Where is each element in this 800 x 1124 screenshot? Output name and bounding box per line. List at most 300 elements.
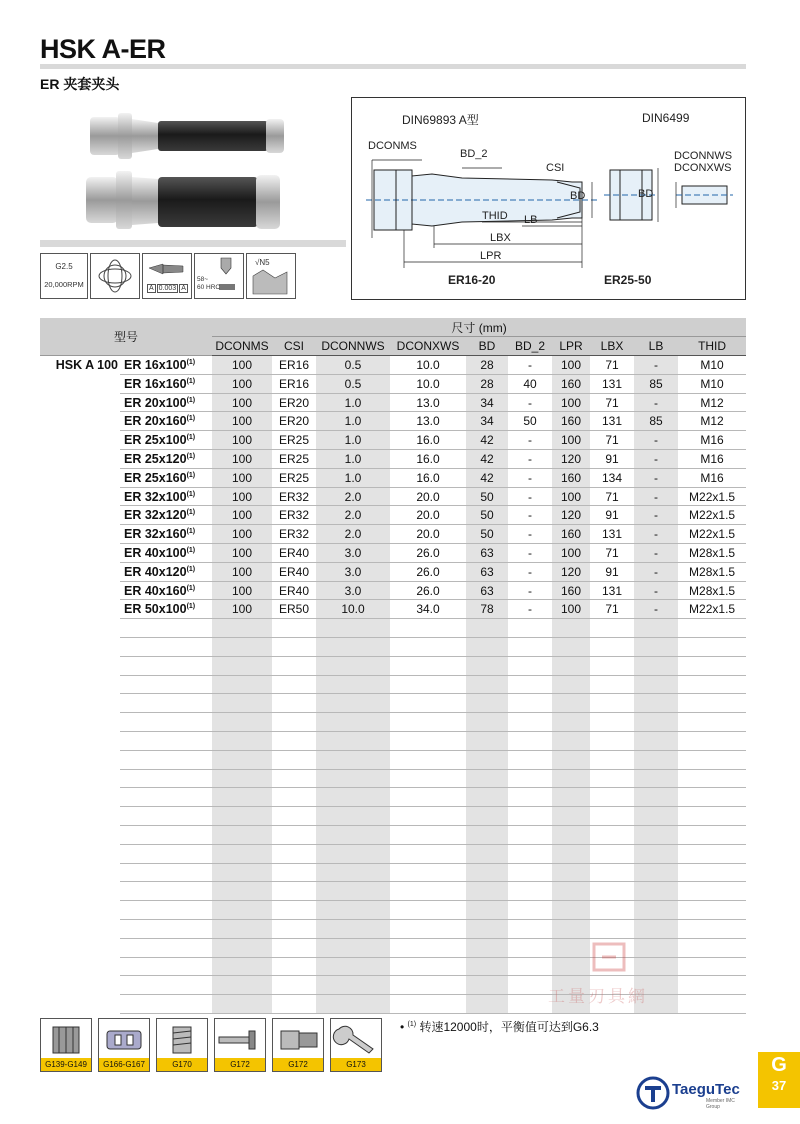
empty-cell [390, 920, 466, 939]
cell-bd-2: - [508, 487, 552, 506]
caption-er25-50: ER25-50 [604, 273, 652, 287]
type-note: (1) [186, 415, 196, 423]
type-note: (1) [186, 509, 196, 517]
cell-dconnws: 1.0 [316, 468, 390, 487]
family-cell [40, 694, 120, 713]
empty-cell [466, 957, 508, 976]
page-subtitle: ER 夹套夹头 [40, 76, 120, 92]
empty-cell [390, 732, 466, 751]
cell-bd: 42 [466, 450, 508, 469]
accessory-nut-adapter [272, 1018, 324, 1072]
cell-dconnws: 10.0 [316, 600, 390, 619]
empty-cell [590, 788, 634, 807]
accessory-collet [40, 1018, 92, 1072]
cell-lbx: 131 [590, 581, 634, 600]
empty-cell [508, 619, 552, 638]
cell-bd: 63 [466, 544, 508, 563]
surface-finish-value: N5 [259, 258, 270, 267]
type-note: (1) [186, 434, 196, 442]
empty-cell [508, 638, 552, 657]
empty-cell [316, 694, 390, 713]
cell-dconxws: 13.0 [390, 412, 466, 431]
empty-cell [590, 656, 634, 675]
cell-bd-2: - [508, 544, 552, 563]
empty-cell [634, 807, 678, 826]
empty-cell [508, 656, 552, 675]
footnote: • $^{(1)}$ 转速12000时，平衡值可达到G6.3 [400, 1020, 599, 1034]
empty-cell [508, 844, 552, 863]
family-cell [40, 995, 120, 1014]
family-cell [40, 675, 120, 694]
family-cell [40, 487, 120, 506]
empty-cell [212, 976, 272, 995]
hardness-top: 58~ [197, 276, 209, 283]
cell-dconnws: 2.0 [316, 525, 390, 544]
cell-dconxws: 13.0 [390, 393, 466, 412]
type-cell [120, 844, 212, 863]
dim-bd-right: BD [638, 188, 654, 200]
empty-cell [212, 675, 272, 694]
empty-cell [390, 882, 466, 901]
empty-cell [390, 976, 466, 995]
type-cell [120, 732, 212, 751]
empty-cell [316, 976, 390, 995]
empty-cell [466, 675, 508, 694]
empty-cell [634, 844, 678, 863]
empty-cell [272, 844, 316, 863]
family-cell [40, 619, 120, 638]
type-cell [120, 957, 212, 976]
torque-wrench-icon [215, 1019, 265, 1059]
empty-cell [678, 656, 746, 675]
empty-cell [590, 769, 634, 788]
type-note: (1) [186, 490, 196, 498]
empty-cell [678, 957, 746, 976]
empty-cell [678, 882, 746, 901]
family-cell [40, 468, 120, 487]
cell-thid: M16 [678, 431, 746, 450]
empty-cell [390, 807, 466, 826]
empty-cell [508, 826, 552, 845]
cell-lb: - [634, 600, 678, 619]
footnote-mark: (1) [407, 1021, 417, 1028]
empty-cell [508, 807, 552, 826]
family-cell [40, 600, 120, 619]
cell-dconxws: 16.0 [390, 431, 466, 450]
type-code: ER 25x120 [124, 451, 187, 466]
empty-cell [678, 619, 746, 638]
page-title: HSK A-ER [40, 34, 166, 64]
type-cell [120, 393, 212, 412]
cell-lb: - [634, 468, 678, 487]
accessory-page-ref: G170 [157, 1058, 207, 1071]
cell-bd: 28 [466, 356, 508, 375]
empty-cell [390, 638, 466, 657]
empty-cell [508, 675, 552, 694]
accessory-torque-wrench [214, 1018, 266, 1072]
cell-bd: 63 [466, 581, 508, 600]
empty-cell [272, 826, 316, 845]
empty-cell [590, 750, 634, 769]
empty-cell [212, 638, 272, 657]
type-cell [120, 976, 212, 995]
cell-csi: ER25 [272, 431, 316, 450]
cell-lb: 85 [634, 374, 678, 393]
empty-cell [552, 807, 590, 826]
empty-cell [316, 995, 390, 1014]
empty-cell [272, 920, 316, 939]
type-note: (1) [186, 584, 196, 592]
family-cell [40, 976, 120, 995]
empty-cell [272, 638, 316, 657]
type-note: (1) [186, 396, 196, 404]
empty-cell [272, 732, 316, 751]
empty-cell [390, 675, 466, 694]
empty-cell [678, 901, 746, 920]
cell-lbx: 91 [590, 506, 634, 525]
cell-csi: ER40 [272, 581, 316, 600]
empty-cell [212, 901, 272, 920]
cell-dconms: 100 [212, 356, 272, 375]
dims-header: 尺寸 (mm) [212, 318, 746, 337]
cell-csi: ER32 [272, 506, 316, 525]
empty-cell [466, 901, 508, 920]
cell-lpr: 100 [552, 487, 590, 506]
empty-cell [590, 694, 634, 713]
cell-lbx: 91 [590, 562, 634, 581]
family-cell [40, 431, 120, 450]
empty-cell [678, 694, 746, 713]
empty-cell [634, 656, 678, 675]
empty-cell [508, 694, 552, 713]
empty-cell [590, 675, 634, 694]
type-cell [120, 487, 212, 506]
cell-bd: 42 [466, 431, 508, 450]
empty-cell [634, 920, 678, 939]
empty-cell [316, 938, 390, 957]
rpm-label: 20,000RPM [44, 280, 84, 289]
family-cell [40, 713, 120, 732]
watermark-text: 工量刃具網 [548, 987, 648, 1006]
runout-ref-a: A [149, 285, 154, 292]
family-cell [40, 638, 120, 657]
empty-cell [466, 976, 508, 995]
empty-row [40, 675, 746, 694]
type-cell [120, 525, 212, 544]
section-tab [758, 1052, 800, 1108]
type-code: ER 20x100 [124, 395, 187, 410]
cell-dconms: 100 [212, 525, 272, 544]
cell-thid: M10 [678, 374, 746, 393]
table-row [40, 412, 746, 431]
empty-cell [390, 957, 466, 976]
empty-cell [212, 957, 272, 976]
cell-dconms: 100 [212, 562, 272, 581]
empty-cell [212, 995, 272, 1014]
type-note: (1) [186, 528, 196, 536]
table-row [40, 356, 746, 375]
empty-cell [678, 920, 746, 939]
cell-thid: M22x1.5 [678, 487, 746, 506]
empty-cell [552, 713, 590, 732]
type-note: (1) [186, 546, 196, 554]
empty-cell [466, 694, 508, 713]
empty-cell [634, 732, 678, 751]
empty-cell [272, 957, 316, 976]
type-cell [120, 506, 212, 525]
empty-cell [508, 732, 552, 751]
cell-dconxws: 26.0 [390, 562, 466, 581]
cell-bd-2: - [508, 450, 552, 469]
empty-row [40, 619, 746, 638]
type-cell [120, 468, 212, 487]
type-cell [120, 450, 212, 469]
empty-cell [508, 713, 552, 732]
type-cell [120, 675, 212, 694]
empty-cell [634, 675, 678, 694]
type-cell [120, 769, 212, 788]
cell-csi: ER32 [272, 487, 316, 506]
empty-cell [508, 863, 552, 882]
family-cell [40, 581, 120, 600]
cell-thid: M22x1.5 [678, 506, 746, 525]
empty-cell [678, 863, 746, 882]
family-cell [40, 393, 120, 412]
empty-cell [552, 656, 590, 675]
empty-cell [212, 882, 272, 901]
empty-cell [316, 863, 390, 882]
family-cell [40, 374, 120, 393]
empty-row [40, 769, 746, 788]
family-cell [40, 863, 120, 882]
empty-cell [678, 938, 746, 957]
surface-finish-icon: √N5 [246, 253, 296, 299]
family-cell [40, 750, 120, 769]
cell-dconnws: 3.0 [316, 562, 390, 581]
table-row [40, 525, 746, 544]
empty-cell [316, 769, 390, 788]
family-cell [40, 506, 120, 525]
cell-bd: 28 [466, 374, 508, 393]
empty-cell [316, 675, 390, 694]
empty-cell [466, 619, 508, 638]
cell-dconnws: 2.0 [316, 506, 390, 525]
empty-cell [272, 788, 316, 807]
cell-dconxws: 26.0 [390, 581, 466, 600]
column-header-dconms: DCONMS [212, 337, 272, 356]
balance-grade-label: G2.5 [55, 262, 73, 271]
empty-cell [466, 995, 508, 1014]
empty-row [40, 750, 746, 769]
type-cell [120, 412, 212, 431]
empty-row [40, 788, 746, 807]
empty-cell [590, 920, 634, 939]
footnote-text: 转速12000时，平衡值可达到G6.3 [419, 1020, 599, 1034]
brand-name: TaeguTec [672, 1081, 740, 1098]
empty-row [40, 713, 746, 732]
family-cell [40, 920, 120, 939]
empty-cell [552, 901, 590, 920]
empty-cell [466, 788, 508, 807]
table-row [40, 450, 746, 469]
family-cell [40, 732, 120, 751]
column-header-lpr: LPR [552, 337, 590, 356]
empty-cell [316, 638, 390, 657]
family-cell [40, 412, 120, 431]
type-note: (1) [186, 452, 196, 460]
empty-cell [552, 920, 590, 939]
type-code: ER 25x100 [124, 433, 187, 448]
cell-dconnws: 1.0 [316, 450, 390, 469]
page-number: 37 [771, 1078, 787, 1093]
cell-bd: 42 [466, 468, 508, 487]
accessory-clamping-nut [98, 1018, 150, 1072]
family-cell [40, 938, 120, 957]
column-header-thid: THID [678, 337, 746, 356]
type-cell [120, 938, 212, 957]
cell-thid: M16 [678, 468, 746, 487]
holder-photo-long [86, 171, 280, 229]
empty-cell [272, 901, 316, 920]
empty-cell [466, 920, 508, 939]
brand-sub: Member IMC Group [706, 1098, 735, 1110]
cell-dconxws: 10.0 [390, 356, 466, 375]
cell-lbx: 71 [590, 600, 634, 619]
cell-dconnws: 1.0 [316, 412, 390, 431]
empty-cell [634, 788, 678, 807]
cell-bd-2: 50 [508, 412, 552, 431]
empty-cell [212, 807, 272, 826]
empty-cell [390, 769, 466, 788]
type-code: ER 40x120 [124, 564, 187, 579]
empty-cell [678, 976, 746, 995]
empty-cell [590, 882, 634, 901]
empty-cell [316, 957, 390, 976]
type-note: (1) [186, 377, 196, 385]
empty-cell [212, 863, 272, 882]
nut-adapter-icon [273, 1019, 323, 1059]
cell-lpr: 100 [552, 431, 590, 450]
cell-csi: ER16 [272, 374, 316, 393]
cell-dconxws: 10.0 [390, 374, 466, 393]
type-cell [120, 638, 212, 657]
cell-lpr: 100 [552, 356, 590, 375]
cell-dconnws: 1.0 [316, 393, 390, 412]
cell-csi: ER40 [272, 544, 316, 563]
cell-dconnws: 3.0 [316, 544, 390, 563]
family-cell [40, 807, 120, 826]
cell-thid: M28x1.5 [678, 544, 746, 563]
empty-cell [390, 619, 466, 638]
empty-cell [316, 844, 390, 863]
type-cell [120, 374, 212, 393]
column-header-csi: CSI [272, 337, 316, 356]
empty-cell [272, 694, 316, 713]
type-note: (1) [186, 358, 196, 366]
empty-cell [212, 826, 272, 845]
dim-dconnws: DCONNWS [674, 150, 733, 162]
type-code: ER 25x160 [124, 470, 187, 485]
empty-cell [678, 826, 746, 845]
empty-cell [590, 638, 634, 657]
type-code: ER 50x100 [124, 602, 187, 617]
cell-bd-2: - [508, 600, 552, 619]
dim-bd2: BD_2 [460, 148, 488, 160]
gyroscope-icon [90, 253, 140, 299]
table-row [40, 393, 746, 412]
empty-row [40, 732, 746, 751]
empty-cell [508, 769, 552, 788]
empty-cell [390, 938, 466, 957]
cell-dconxws: 26.0 [390, 544, 466, 563]
empty-cell [552, 788, 590, 807]
cell-bd-2: - [508, 562, 552, 581]
empty-cell [390, 901, 466, 920]
empty-row [40, 694, 746, 713]
accessory-spanner [330, 1018, 382, 1072]
cell-dconms: 100 [212, 506, 272, 525]
family-cell [40, 957, 120, 976]
empty-cell [678, 788, 746, 807]
empty-cell [316, 807, 390, 826]
table-row [40, 600, 746, 619]
type-cell [120, 713, 212, 732]
cell-lpr: 160 [552, 581, 590, 600]
empty-cell [316, 920, 390, 939]
empty-cell [316, 619, 390, 638]
dim-thid: THID [482, 210, 508, 222]
column-header-bd: BD [466, 337, 508, 356]
empty-cell [552, 732, 590, 751]
cell-lb: - [634, 356, 678, 375]
cell-bd-2: - [508, 525, 552, 544]
empty-cell [634, 882, 678, 901]
type-cell [120, 807, 212, 826]
dim-bd: BD [570, 190, 586, 202]
empty-cell [212, 788, 272, 807]
empty-cell [316, 750, 390, 769]
cell-dconms: 100 [212, 450, 272, 469]
empty-cell [634, 713, 678, 732]
empty-cell [678, 769, 746, 788]
cell-lb: - [634, 581, 678, 600]
cell-lbx: 134 [590, 468, 634, 487]
cell-bd: 50 [466, 525, 508, 544]
column-header-lbx: LBX [590, 337, 634, 356]
empty-cell [552, 863, 590, 882]
empty-cell [466, 750, 508, 769]
cell-dconnws: 3.0 [316, 581, 390, 600]
type-code: ER 40x160 [124, 583, 187, 598]
empty-cell [466, 656, 508, 675]
empty-cell [508, 750, 552, 769]
empty-cell [272, 769, 316, 788]
stop-screw-icon [157, 1019, 207, 1059]
empty-cell [634, 694, 678, 713]
empty-cell [678, 750, 746, 769]
dim-lb: LB [524, 214, 538, 226]
cell-lbx: 131 [590, 374, 634, 393]
empty-cell [390, 844, 466, 863]
cell-bd: 50 [466, 506, 508, 525]
empty-cell [212, 920, 272, 939]
empty-cell [466, 882, 508, 901]
type-cell [120, 562, 212, 581]
empty-cell [634, 769, 678, 788]
empty-cell [390, 863, 466, 882]
empty-cell [272, 938, 316, 957]
cell-lpr: 160 [552, 412, 590, 431]
